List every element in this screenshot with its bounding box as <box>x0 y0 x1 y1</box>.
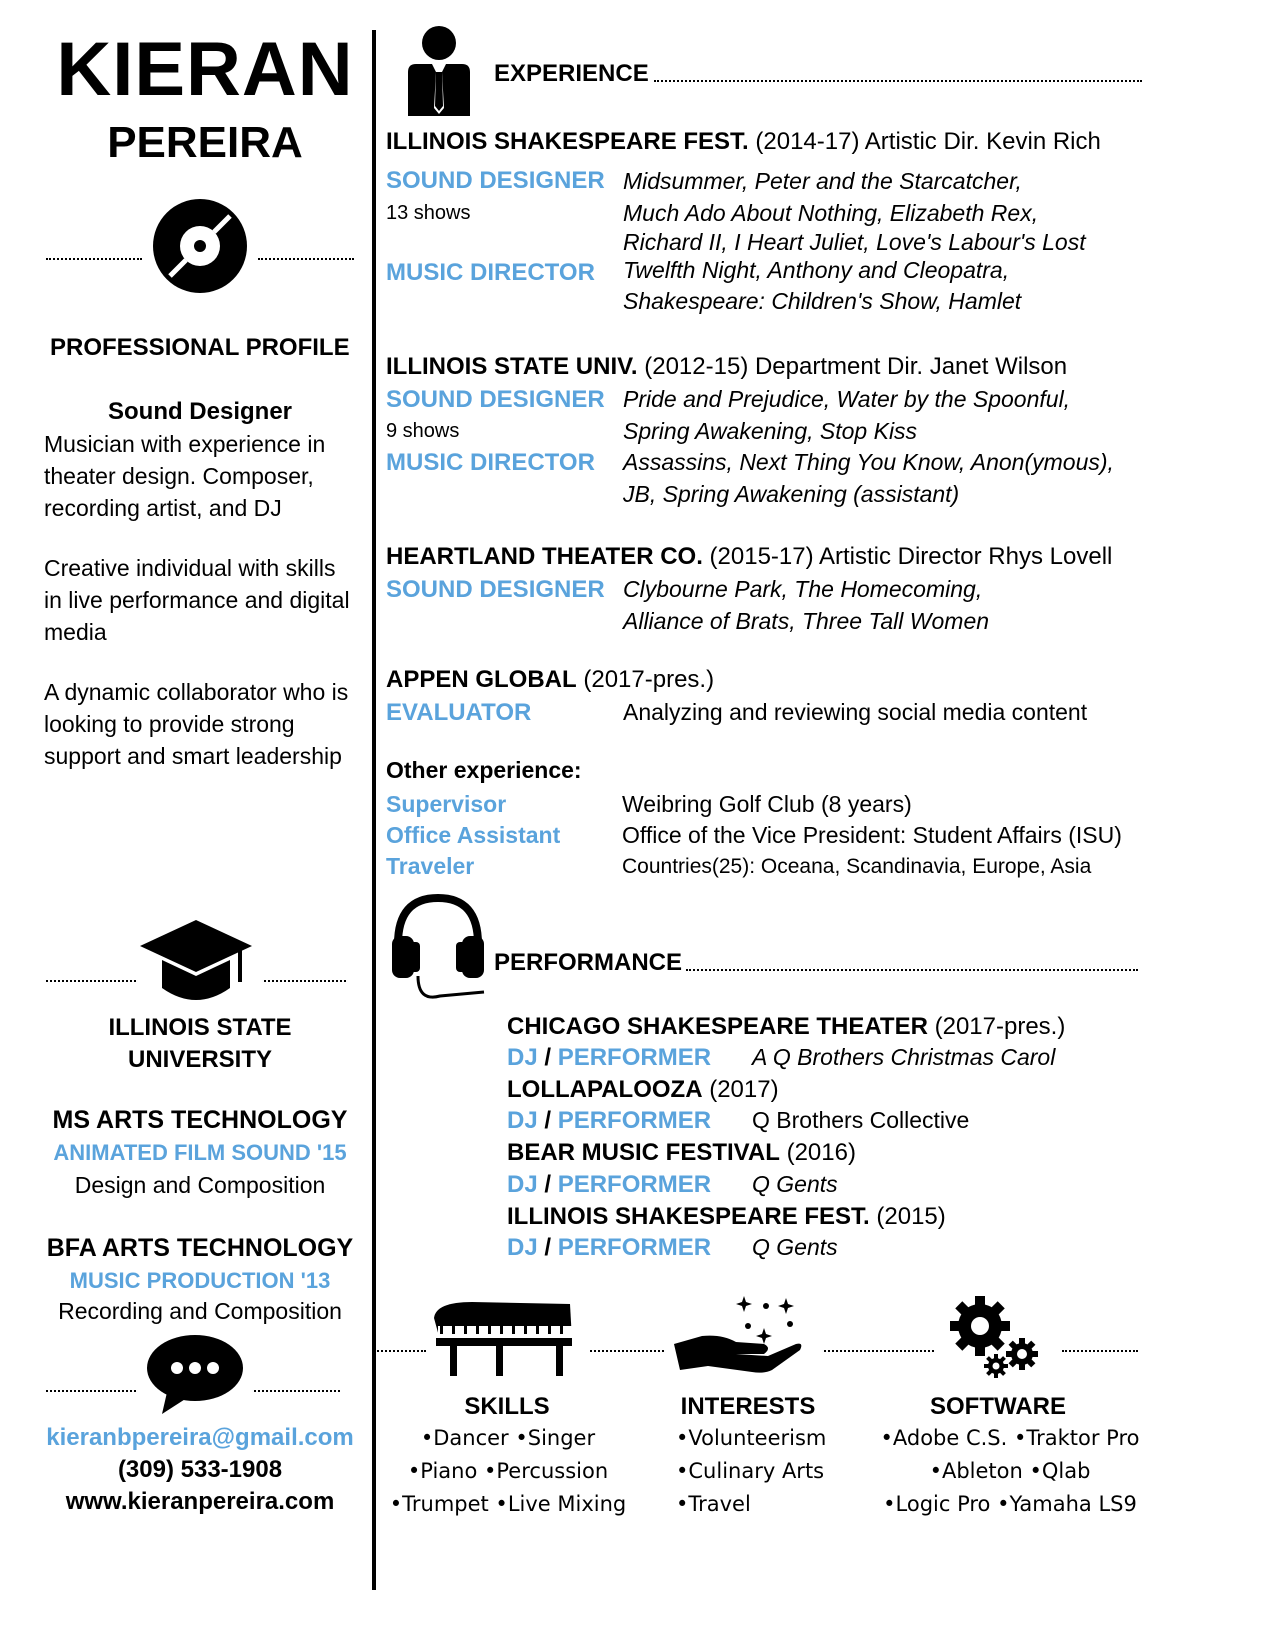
skills-heading: SKILLS <box>464 1393 550 1420</box>
work-line: Midsummer, Peter and the Starcatcher, <box>623 168 1022 194</box>
software-row: •Logic Pro •Yamaha LS9 <box>883 1492 1137 1516</box>
divider-dots <box>374 1350 426 1352</box>
gig-act: Q Gents <box>752 1234 838 1260</box>
gig-act: A Q Brothers Christmas Carol <box>752 1044 1056 1070</box>
degree-desc: Recording and Composition <box>58 1298 342 1324</box>
job-role: SOUND DESIGNER <box>386 386 605 413</box>
job-detail: (2015-17) Artistic Director Rhys Lovell <box>702 543 1113 570</box>
role-performer: PERFORMER <box>557 1171 712 1198</box>
work-line: Assassins, Next Thing You Know, Anon(ymous), <box>623 449 1114 475</box>
software-row: •Adobe C.S. •Traktor Pro <box>880 1426 1140 1450</box>
role-dj: DJ <box>507 1234 538 1261</box>
job-role: EVALUATOR <box>386 699 532 726</box>
job-desc: Analyzing and reviewing social media content <box>623 699 1088 725</box>
degree-focus: ANIMATED FILM SOUND '15 <box>53 1140 347 1165</box>
column-divider <box>372 30 376 1590</box>
work-line: Richard II, I Heart Juliet, Love's Labour's Lost <box>623 229 1086 255</box>
job-header <box>386 353 1067 381</box>
vinyl-record-icon <box>152 198 248 294</box>
gig-role <box>507 1234 711 1262</box>
gig-header <box>507 1139 856 1167</box>
role-dj: DJ <box>507 1044 538 1071</box>
divider-dots <box>46 980 136 982</box>
interest-row: •Culinary Arts <box>676 1459 825 1483</box>
headphones-icon <box>388 892 488 1004</box>
work-line: Shakespeare: Children's Show, Hamlet <box>623 288 1022 314</box>
gig-role <box>507 1044 711 1072</box>
work-line: Twelfth Night, Anthony and Cleopatra, <box>623 256 1010 283</box>
name-first: KIERAN <box>56 27 354 112</box>
divider-dots <box>254 1390 340 1392</box>
profile-paragraph: A dynamic collaborator who is looking to provide strong support and smart leadership <box>44 679 349 769</box>
other-role: Office Assistant <box>386 822 561 848</box>
gig-year: (2016) <box>779 1139 856 1166</box>
divider-dots <box>686 969 1138 971</box>
role-performer: PERFORMER <box>557 1044 712 1071</box>
interest-row: •Travel <box>676 1492 751 1516</box>
divider-dots <box>824 1350 934 1352</box>
job-role: SOUND DESIGNER <box>386 576 605 603</box>
job-works <box>623 574 989 637</box>
email-link[interactable]: kieranbpereira@gmail.com <box>46 1424 354 1451</box>
job-org: APPEN GLOBAL <box>386 666 577 693</box>
divider-dots <box>46 1390 136 1392</box>
divider-dots <box>264 980 346 982</box>
other-experience-heading: Other experience: <box>386 757 582 783</box>
software-row: •Ableton •Qlab <box>929 1459 1091 1483</box>
school-name: ILLINOIS STATE UNIVERSITY <box>108 1014 292 1073</box>
name-last: PEREIRA <box>107 118 303 167</box>
work-line: Much Ado About Nothing, Elizabeth Rex, <box>623 199 1039 226</box>
role-slash: / <box>544 1044 552 1071</box>
gig-org: LOLLAPALOOZA <box>507 1076 703 1103</box>
job-detail: (2012-15) Department Dir. Janet Wilson <box>637 353 1068 380</box>
gears-icon <box>944 1294 1044 1380</box>
other-role: Traveler <box>386 853 475 879</box>
role-slash: / <box>544 1234 552 1261</box>
software-list <box>870 1422 1150 1521</box>
skill-row: •Piano •Percussion <box>407 1459 609 1483</box>
interests-list <box>676 1422 826 1521</box>
other-desc: Office of the Vice President: Student Affairs (ISU) <box>622 822 1122 848</box>
divider-dots <box>654 80 1142 82</box>
gig-header <box>507 1013 1065 1041</box>
gig-org: CHICAGO SHAKESPEARE THEATER <box>507 1013 928 1040</box>
work-line: JB, Spring Awakening (assistant) <box>623 480 960 507</box>
job-role: MUSIC DIRECTOR <box>386 449 595 476</box>
piano-icon <box>432 1300 574 1380</box>
graduation-cap-icon <box>140 920 252 1006</box>
degree-desc: Design and Composition <box>74 1172 326 1198</box>
job-count: 9 shows <box>386 420 460 442</box>
job-org: ILLINOIS SHAKESPEARE FEST. <box>386 128 749 155</box>
job-count: 13 shows <box>386 202 471 224</box>
profile-heading: PROFESSIONAL PROFILE <box>50 334 350 361</box>
work-line: Pride and Prejudice, Water by the Spoonful, <box>623 386 1071 412</box>
briefcase-person-icon <box>404 26 474 120</box>
job-role: MUSIC DIRECTOR <box>386 259 595 286</box>
gig-role <box>507 1171 711 1199</box>
job-works <box>623 166 1086 318</box>
performance-heading: PERFORMANCE <box>494 949 683 976</box>
job-works <box>623 384 1114 510</box>
job-role: SOUND DESIGNER <box>386 167 605 194</box>
profile-paragraph: Creative individual with skills in live performance and digital media <box>44 555 350 645</box>
other-role: Supervisor <box>386 791 507 817</box>
role-dj: DJ <box>507 1107 538 1134</box>
divider-dots <box>258 258 354 260</box>
divider-dots <box>46 258 142 260</box>
gig-year: (2015) <box>869 1203 946 1230</box>
gig-act: Q Brothers Collective <box>752 1107 970 1133</box>
profile-role: Sound Designer <box>107 398 293 425</box>
divider-dots <box>590 1350 664 1352</box>
role-slash: / <box>544 1171 552 1198</box>
skills-list <box>377 1422 639 1521</box>
hand-sparkles-icon <box>672 1292 804 1376</box>
phone-number: (309) 533-1908 <box>117 1456 283 1483</box>
gig-org: BEAR MUSIC FESTIVAL <box>507 1139 780 1166</box>
gig-header <box>507 1203 946 1231</box>
job-header <box>386 543 1112 571</box>
role-performer: PERFORMER <box>557 1234 712 1261</box>
work-line: Alliance of Brats, Three Tall Women <box>623 607 990 634</box>
job-header <box>386 666 714 694</box>
skill-row: •Trumpet •Live Mixing <box>389 1492 627 1516</box>
degree-focus: MUSIC PRODUCTION '13 <box>69 1268 331 1293</box>
profile-paragraph: Musician with experience in theater design. Composer, recording artist, and DJ <box>44 431 326 521</box>
work-line: Clybourne Park, The Homecoming, <box>623 576 983 602</box>
job-org: ILLINOIS STATE UNIV. <box>386 353 638 380</box>
divider-dots <box>1062 1350 1138 1352</box>
job-header <box>386 128 1101 156</box>
gig-year: (2017-pres.) <box>927 1013 1066 1040</box>
experience-heading: EXPERIENCE <box>494 60 649 87</box>
role-dj: DJ <box>507 1171 538 1198</box>
interest-row: •Volunteerism <box>676 1426 827 1450</box>
software-heading: SOFTWARE <box>930 1393 1066 1420</box>
degree-title: BFA ARTS TECHNOLOGY <box>46 1234 354 1262</box>
chat-bubble-icon <box>146 1334 244 1416</box>
work-line: Spring Awakening, Stop Kiss <box>623 417 918 444</box>
role-performer: PERFORMER <box>557 1107 712 1134</box>
skill-row: •Dancer •Singer <box>420 1426 596 1450</box>
other-desc: Weibring Golf Club (8 years) <box>622 791 912 817</box>
interests-heading: INTERESTS <box>680 1393 816 1420</box>
other-desc: Countries(25): Oceana, Scandinavia, Europe, Asia <box>622 855 1092 878</box>
job-detail: (2014-17) Artistic Dir. Kevin Rich <box>748 128 1101 155</box>
degree-title: MS ARTS TECHNOLOGY <box>52 1106 348 1134</box>
gig-year: (2017) <box>702 1076 779 1103</box>
job-detail: (2017-pres.) <box>576 666 715 693</box>
job-org: HEARTLAND THEATER CO. <box>386 543 703 570</box>
gig-header <box>507 1076 779 1104</box>
gig-act: Q Gents <box>752 1171 838 1197</box>
website-link[interactable]: www.kieranpereira.com <box>65 1488 335 1515</box>
role-slash: / <box>544 1107 552 1134</box>
gig-org: ILLINOIS SHAKESPEARE FEST. <box>507 1203 870 1230</box>
gig-role <box>507 1107 711 1135</box>
